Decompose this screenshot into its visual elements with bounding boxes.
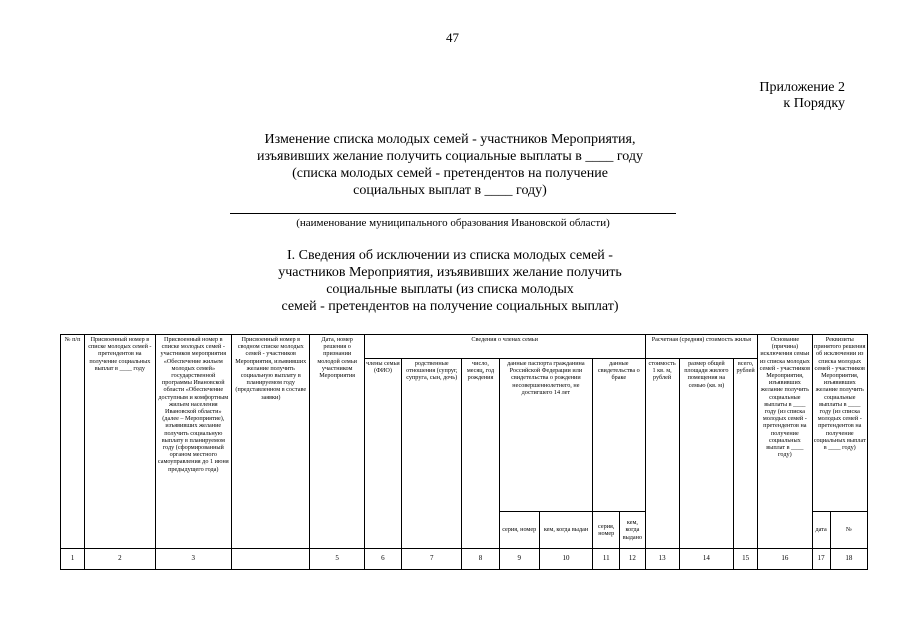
column-number: 10 [539,549,592,570]
column-number: 6 [364,549,401,570]
column-number: 9 [499,549,539,570]
section-title-line-2: участников Мероприятия, изъявивших желание получить [278,265,622,280]
header-birthdate: число, месяц, год рождения [462,359,499,549]
section-title-line-1: I. Сведения об исключении из списка молодых семей - [287,248,613,263]
title-line-2: изъявивших желание получить социальные выплаты в ____ году [257,149,643,164]
page-number: 47 [446,30,459,45]
document-title [150,131,750,199]
section-title-line-4: семей - претендентов на получение социальных выплат) [281,299,619,314]
column-number: 7 [402,549,462,570]
header-marriage-series: серия, номер [593,512,620,549]
section-title [150,247,750,315]
column-number: 16 [758,549,812,570]
column-number: 11 [593,549,620,570]
title-line-1: Изменение списка молодых семей - участников Мероприятия, [264,132,636,147]
header-decision-date-sub: дата [812,512,830,549]
header-passport: данные паспорта гражданина Российской Федерации или свидетельства о рождении несовершеннолетнего, не достигшего 14 лет [499,359,593,512]
header-pretendent-number: Присвоенный номер в списке молодых семей - претендентов на получение социальных выплат в ____ году [85,335,155,549]
header-marriage-certificate: данные свидетельства о браке [593,359,645,512]
column-number: 18 [830,549,867,570]
municipality-caption: (наименование муниципального образования Ивановской области) [296,217,610,229]
column-number: 3 [155,549,231,570]
column-number: 15 [734,549,758,570]
header-decision-date: Дата, номер решения о признании молодой семьи участником Мероприятия [310,335,364,549]
section-title-line-3: социальные выплаты (из списка молодых [326,282,574,297]
exclusion-table [60,334,868,570]
header-housing-cost: Расчетная (средняя) стоимость жилья [645,335,758,359]
column-number: 13 [645,549,679,570]
header-cost-per-sqm: стоимость 1 кв. м, рублей [645,359,679,549]
header-summary-list-number: Присвоенный номер в сводном списке молодых семей - участников Мероприятия, изъявивших желание получить социальную выплату в планируемом году (представленном в составе заявки) [232,335,310,549]
header-marriage-issued: кем, когда выдано [620,512,645,549]
header-member-names: члены семьи (ФИО) [364,359,401,549]
column-number: 1 [61,549,85,570]
appendix-line-2: к Порядку [783,96,845,111]
title-line-4: социальных выплат в ____ году) [353,183,547,198]
column-number: 17 [812,549,830,570]
column-number: 5 [310,549,364,570]
column-number: 12 [620,549,645,570]
header-participant-number: Присвоенный номер в списке молодых семей - участников мероприятия «Обеспечение жильем молодых семей» государственной программы Ивановской области «Обеспечение доступным и комфортным жильем населения Ивановской области» (далее – Мероприятие), изъявивших желание получить социальную выплату в планируемом году (сформированный органом местного самоуправления до 1 июня предыдущего года) [155,335,231,549]
header-decision-details: Реквизиты принятого решения об исключении из списка молодых семей - участников Мероприятия, изъявивших желание получить социальные выплаты в ____ году (из списка молодых семей - претендентов на получение социальных выплат в ____ году) [812,335,867,512]
header-relation: родственные отношения (супруг, супруга, сын, дочь) [402,359,462,549]
appendix-label [759,80,845,112]
column-number: 2 [85,549,155,570]
title-line-3: (списка молодых семей - претендентов на получение [292,166,608,181]
column-number: 8 [462,549,499,570]
header-total-cost: всего, рублей [734,359,758,549]
header-living-area: размер общей площади жилого помещения на семью (кв. м) [679,359,733,549]
column-number: 14 [679,549,733,570]
municipality-fill-line [230,213,676,214]
header-exclusion-reason: Основание (причина) исключения семьи из списка молодых семей - участников Мероприятия, изъявивших желание получить социальные выплаты в ____ году (из списка молодых семей - претендентов на получение социальных выплат в ____ году) [758,335,812,549]
column-number [232,549,310,570]
header-family-members: Сведения о членах семьи [364,335,645,359]
header-passport-issued: кем, когда выдан [539,512,592,549]
header-passport-series: серия, номер [499,512,539,549]
header-number: № п/п [61,335,85,549]
appendix-line-1: Приложение 2 [759,80,845,95]
header-decision-number-sub: № [830,512,867,549]
